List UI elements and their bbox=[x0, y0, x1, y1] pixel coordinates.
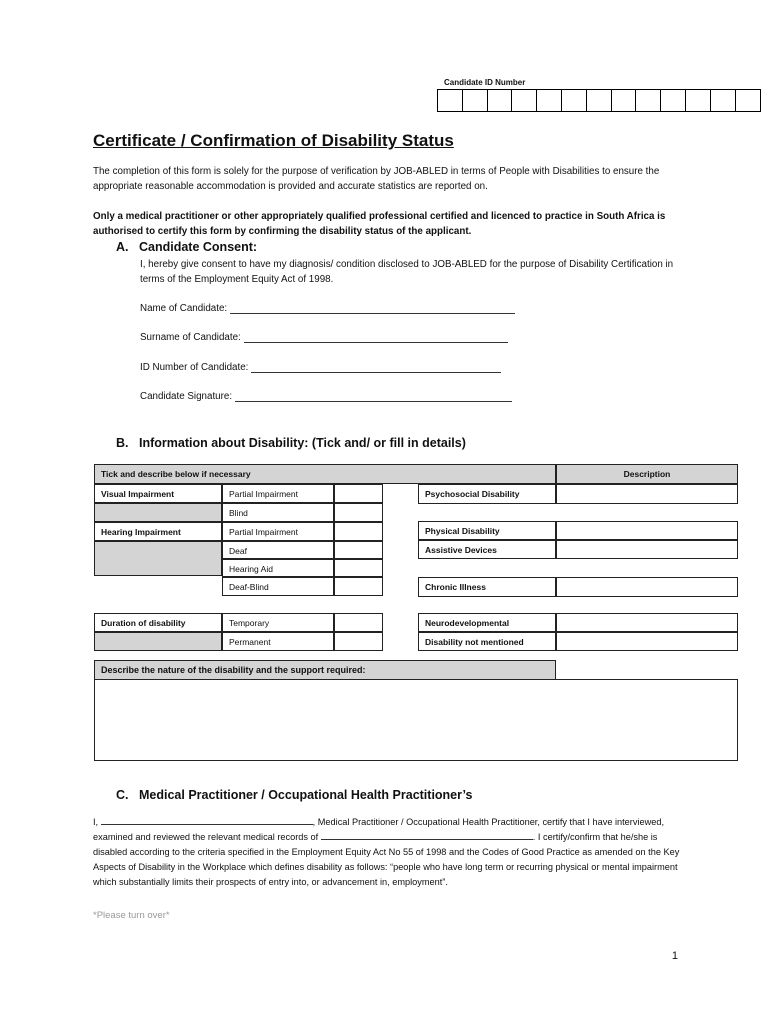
blind-label: Blind bbox=[222, 503, 334, 522]
section-c-heading bbox=[116, 788, 472, 802]
section-a-title: Candidate Consent: bbox=[139, 240, 258, 254]
id-number-label: ID Number of Candidate: bbox=[140, 362, 249, 373]
psychosocial-label: Psychosocial Disability bbox=[418, 484, 556, 504]
page-number: 1 bbox=[671, 950, 678, 962]
id-box[interactable] bbox=[562, 90, 587, 111]
left-table-header: Tick and describe below if necessary bbox=[94, 464, 556, 484]
cert-part-1: I, bbox=[93, 817, 101, 827]
permanent-tick[interactable] bbox=[334, 632, 383, 651]
section-a-heading bbox=[116, 240, 257, 254]
id-box[interactable] bbox=[612, 90, 637, 111]
visual-partial-tick[interactable] bbox=[334, 484, 383, 503]
signature-label: Candidate Signature: bbox=[140, 391, 233, 402]
section-a-num: A. bbox=[116, 240, 129, 254]
signature-line[interactable] bbox=[235, 392, 512, 402]
description-header: Description bbox=[556, 464, 738, 484]
section-b-num: B. bbox=[116, 436, 129, 450]
surname-field[interactable] bbox=[140, 332, 508, 343]
visual-partial-label: Partial Impairment bbox=[222, 484, 334, 503]
cert-part-3: . I certify/confirm that he/she is disabled according to the criteria specified in the Employment Equity Act No 55 of 1998 and the Codes of Good Practice as amended on the Key Aspects of Disability in the Workplace which defines disability as follows: “people who have long term or recurring physical or mental impairment which substantially limits their prospects of entry into, or advancement in, employment”. bbox=[93, 832, 680, 887]
neuro-description[interactable] bbox=[556, 613, 738, 632]
hearing-partial-tick[interactable] bbox=[334, 522, 383, 541]
id-box[interactable] bbox=[736, 90, 761, 111]
surname-label: Surname of Candidate: bbox=[140, 332, 241, 343]
id-box[interactable] bbox=[711, 90, 736, 111]
chronic-description[interactable] bbox=[556, 577, 738, 597]
id-box[interactable] bbox=[661, 90, 686, 111]
not-mentioned-label: Disability not mentioned bbox=[418, 632, 556, 651]
neuro-label: Neurodevelopmental bbox=[418, 613, 556, 632]
cert-part-2: , Medical Practitioner / Occupational Health Practitioner, certify that I have interviewed, examined and reviewed the relevant medical records of bbox=[93, 817, 665, 842]
id-box[interactable] bbox=[686, 90, 711, 111]
intro-bold-text: Only a medical practitioner or other appropriately qualified professional certified and licenced to practice in South Africa is authorised to certify this form by confirming the disability status of the applicant. bbox=[93, 211, 666, 237]
page-title: Certificate / Confirmation of Disability Status bbox=[93, 131, 454, 150]
assistive-label: Assistive Devices bbox=[418, 540, 556, 559]
candidate-id-label: Candidate ID Number bbox=[444, 78, 526, 87]
visual-impairment-label: Visual Impairment bbox=[94, 484, 222, 503]
id-box[interactable] bbox=[488, 90, 513, 111]
permanent-label: Permanent bbox=[222, 632, 334, 651]
section-c-title: Medical Practitioner / Occupational Health Practitioner’s bbox=[139, 788, 473, 802]
psychosocial-description[interactable] bbox=[556, 484, 738, 504]
physical-label: Physical Disability bbox=[418, 521, 556, 540]
turn-over-note: *Please turn over* bbox=[93, 910, 170, 921]
deaf-blind-tick[interactable] bbox=[334, 577, 383, 596]
describe-textarea[interactable] bbox=[94, 679, 738, 761]
grey-filler bbox=[94, 541, 222, 576]
temporary-label: Temporary bbox=[222, 613, 334, 632]
section-c-num: C. bbox=[116, 788, 129, 802]
name-field[interactable] bbox=[140, 303, 515, 314]
deaf-blind-label: Deaf-Blind bbox=[222, 577, 334, 596]
hearing-aid-tick[interactable] bbox=[334, 559, 383, 577]
id-box[interactable] bbox=[636, 90, 661, 111]
surname-line[interactable] bbox=[244, 333, 508, 343]
id-number-line[interactable] bbox=[251, 363, 501, 373]
signature-field[interactable] bbox=[140, 391, 512, 402]
section-b-heading bbox=[116, 436, 466, 450]
physical-description[interactable] bbox=[556, 521, 738, 540]
consent-text: I, hereby give consent to have my diagnosis/ condition disclosed to JOB-ABLED for the purpose of Disability Certification in terms of the Employment Equity Act of 1998. bbox=[140, 259, 674, 285]
deaf-label: Deaf bbox=[222, 541, 334, 559]
chronic-label: Chronic Illness bbox=[418, 577, 556, 597]
grey-filler bbox=[94, 632, 222, 651]
deaf-tick[interactable] bbox=[334, 541, 383, 559]
duration-label: Duration of disability bbox=[94, 613, 222, 632]
name-label: Name of Candidate: bbox=[140, 303, 228, 314]
not-mentioned-description[interactable] bbox=[556, 632, 738, 651]
id-box[interactable] bbox=[587, 90, 612, 111]
certification-text bbox=[93, 815, 683, 890]
id-box[interactable] bbox=[438, 90, 463, 111]
assistive-description[interactable] bbox=[556, 540, 738, 559]
grey-filler bbox=[94, 503, 222, 522]
describe-header: Describe the nature of the disability and the support required: bbox=[94, 660, 556, 680]
id-box[interactable] bbox=[512, 90, 537, 111]
id-box[interactable] bbox=[463, 90, 488, 111]
temporary-tick[interactable] bbox=[334, 613, 383, 632]
section-b-title: Information about Disability: (Tick and/ or fill in details) bbox=[139, 436, 466, 450]
blind-tick[interactable] bbox=[334, 503, 383, 522]
hearing-partial-label: Partial Impairment bbox=[222, 522, 334, 541]
candidate-id-boxes[interactable] bbox=[437, 89, 761, 112]
hearing-impairment-label: Hearing Impairment bbox=[94, 522, 222, 541]
id-number-field[interactable] bbox=[140, 362, 501, 373]
candidate-name-line[interactable] bbox=[321, 831, 533, 840]
name-line[interactable] bbox=[230, 304, 515, 314]
intro-text: The completion of this form is solely for the purpose of verification by JOB-ABLED in terms of People with Disabilities to ensure the appropriate reasonable accommodation is provided and accurate statistics are reported on. bbox=[93, 166, 660, 192]
practitioner-name-line[interactable] bbox=[101, 816, 313, 825]
id-box[interactable] bbox=[537, 90, 562, 111]
hearing-aid-label: Hearing Aid bbox=[222, 559, 334, 577]
